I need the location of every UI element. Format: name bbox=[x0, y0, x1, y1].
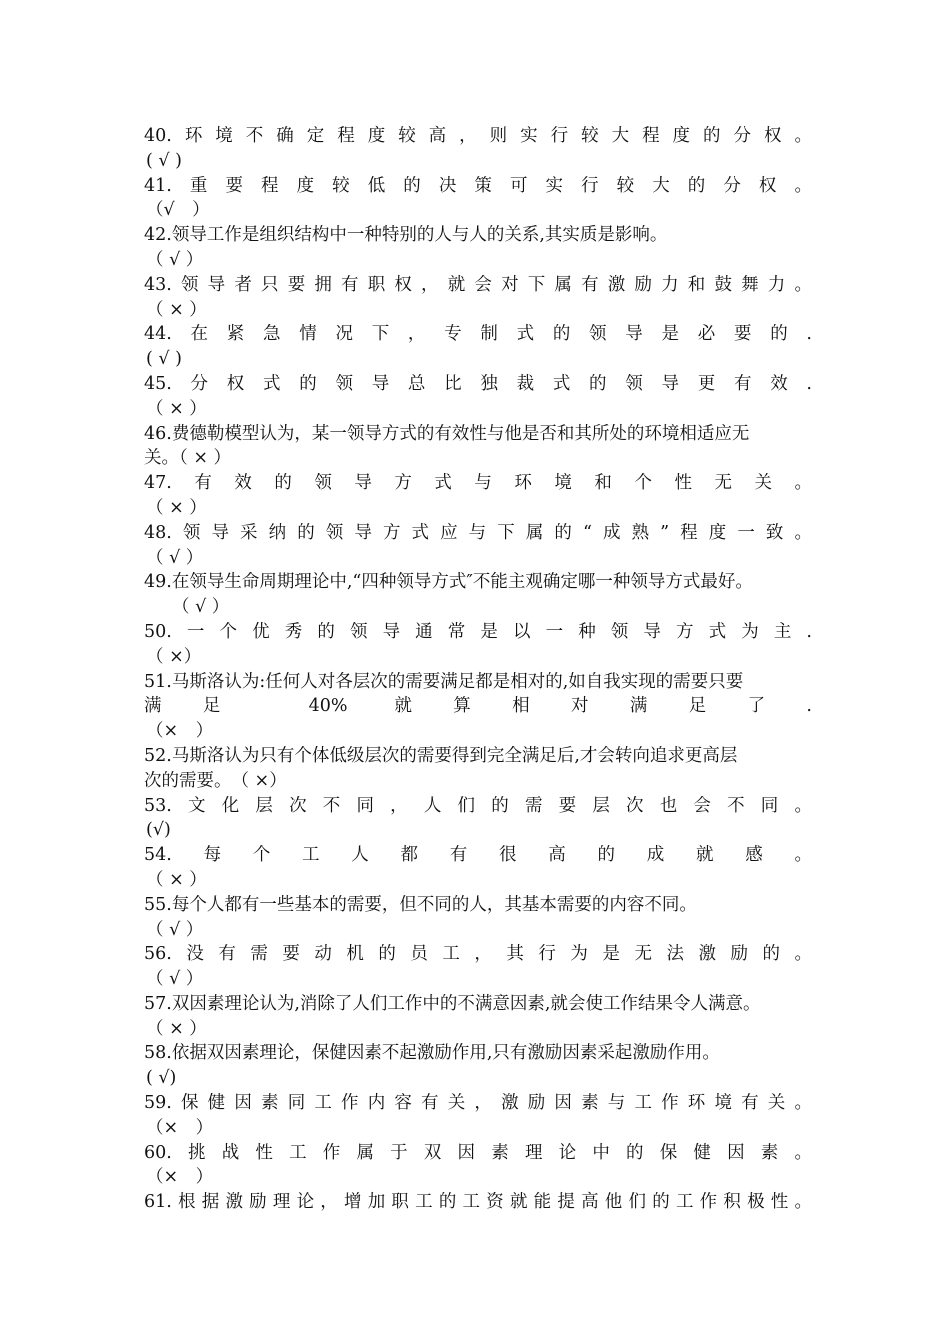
answer-51: （× ） bbox=[146, 721, 214, 742]
question-46: 46.费德勒模型认为，某一领导方式的有效性与他是否和其所处的环境相适应无 bbox=[144, 423, 750, 444]
answer-59: （× ） bbox=[146, 1117, 214, 1138]
question-51: 51.马斯洛认为:任何人对各层次的需要满足都是相对的,如自我实现的需要只要 bbox=[144, 671, 744, 692]
question-51-continued: 满足 40% 就算相对满足了. bbox=[144, 696, 812, 717]
answer-54: （ × ） bbox=[146, 869, 207, 890]
question-43: 43.领导者只要拥有职权，就会对下属有激励力和鼓舞力。 bbox=[144, 274, 812, 295]
answer-47: （ × ） bbox=[146, 497, 207, 518]
question-40: 40.环境不确定程度较高，则实行较大程度的分权。 bbox=[144, 126, 812, 146]
answer-56: （ √ ） bbox=[146, 969, 204, 990]
answer-41: （√ ） bbox=[146, 200, 210, 221]
question-46-continued: 关。（ × ） bbox=[144, 448, 232, 469]
question-54: 54.每个工人都有很高的成就感。 bbox=[144, 845, 812, 866]
question-52: 52.马斯洛认为只有个体低级层次的需要得到完全满足后,才会转向追求更高层 bbox=[144, 745, 738, 766]
question-48: 48.领导采纳的领导方式应与下属的“成熟”程度一致。 bbox=[144, 522, 812, 543]
answer-48: （ √ ） bbox=[146, 547, 204, 568]
answer-44: ( √ ) bbox=[146, 349, 182, 370]
question-60: 60.挑战性工作属于双因素理论中的保健因素。 bbox=[144, 1142, 812, 1163]
question-55: 55.每个人都有一些基本的需要，但不同的人，其基本需要的内容不同。 bbox=[144, 894, 697, 915]
answer-58: ( √) bbox=[146, 1068, 177, 1089]
question-52-continued: 次的需要。 （ ×） bbox=[144, 770, 287, 791]
answer-45: （ × ） bbox=[146, 398, 207, 419]
question-61: 61.根据激励理论，增加职工的工资就能提高他们的工作积极性。 bbox=[144, 1192, 812, 1213]
answer-40: ( √ ) bbox=[146, 150, 182, 171]
question-53: 53.文化层次不同，人们的需要层次也会不同。 bbox=[144, 795, 812, 816]
question-45: 45.分权式的领导总比独裁式的领导更有效. bbox=[144, 373, 812, 394]
answer-49: （ √ ） bbox=[172, 597, 230, 618]
question-50: 50.一个优秀的领导通常是以一种领导方式为主. bbox=[144, 621, 812, 642]
answer-60: （× ） bbox=[146, 1167, 214, 1188]
question-44: 44.在紧急情况下，专制式的领导是必要的. bbox=[144, 324, 812, 345]
question-49: 49.在领导生命周期理论中,“四种领导方式″不能主观确定哪一种领导方式最好。 bbox=[144, 572, 753, 593]
question-41: 41.重要程度较低的决策可实行较大的分权。 bbox=[144, 175, 812, 196]
question-42: 42.领导工作是组织结构中一种特别的人与人的关系,其实质是影响。 bbox=[144, 225, 668, 246]
question-59: 59.保健因素同工作内容有关，激励因素与工作环境有关。 bbox=[144, 1093, 812, 1114]
question-47: 47.有效的领导方式与环境和个性无关。 bbox=[144, 473, 812, 494]
question-list bbox=[144, 124, 812, 1215]
answer-55: （ √ ） bbox=[146, 919, 204, 940]
question-57: 57.双因素理论认为,消除了人们工作中的不满意因素,就会使工作结果令人满意。 bbox=[144, 993, 761, 1014]
question-56: 56.没有需要动机的员工，其行为是无法激励的。 bbox=[144, 944, 812, 965]
answer-57: （ × ） bbox=[146, 1018, 207, 1039]
answer-42: （ √ ） bbox=[146, 249, 204, 270]
answer-53: (√) bbox=[146, 820, 171, 841]
question-58: 58.依据双因素理论，保健因素不起激励作用,只有激励因素采起激励作用。 bbox=[144, 1043, 720, 1064]
answer-50: （ ×） bbox=[146, 646, 202, 667]
answer-43: （ × ） bbox=[146, 299, 207, 320]
